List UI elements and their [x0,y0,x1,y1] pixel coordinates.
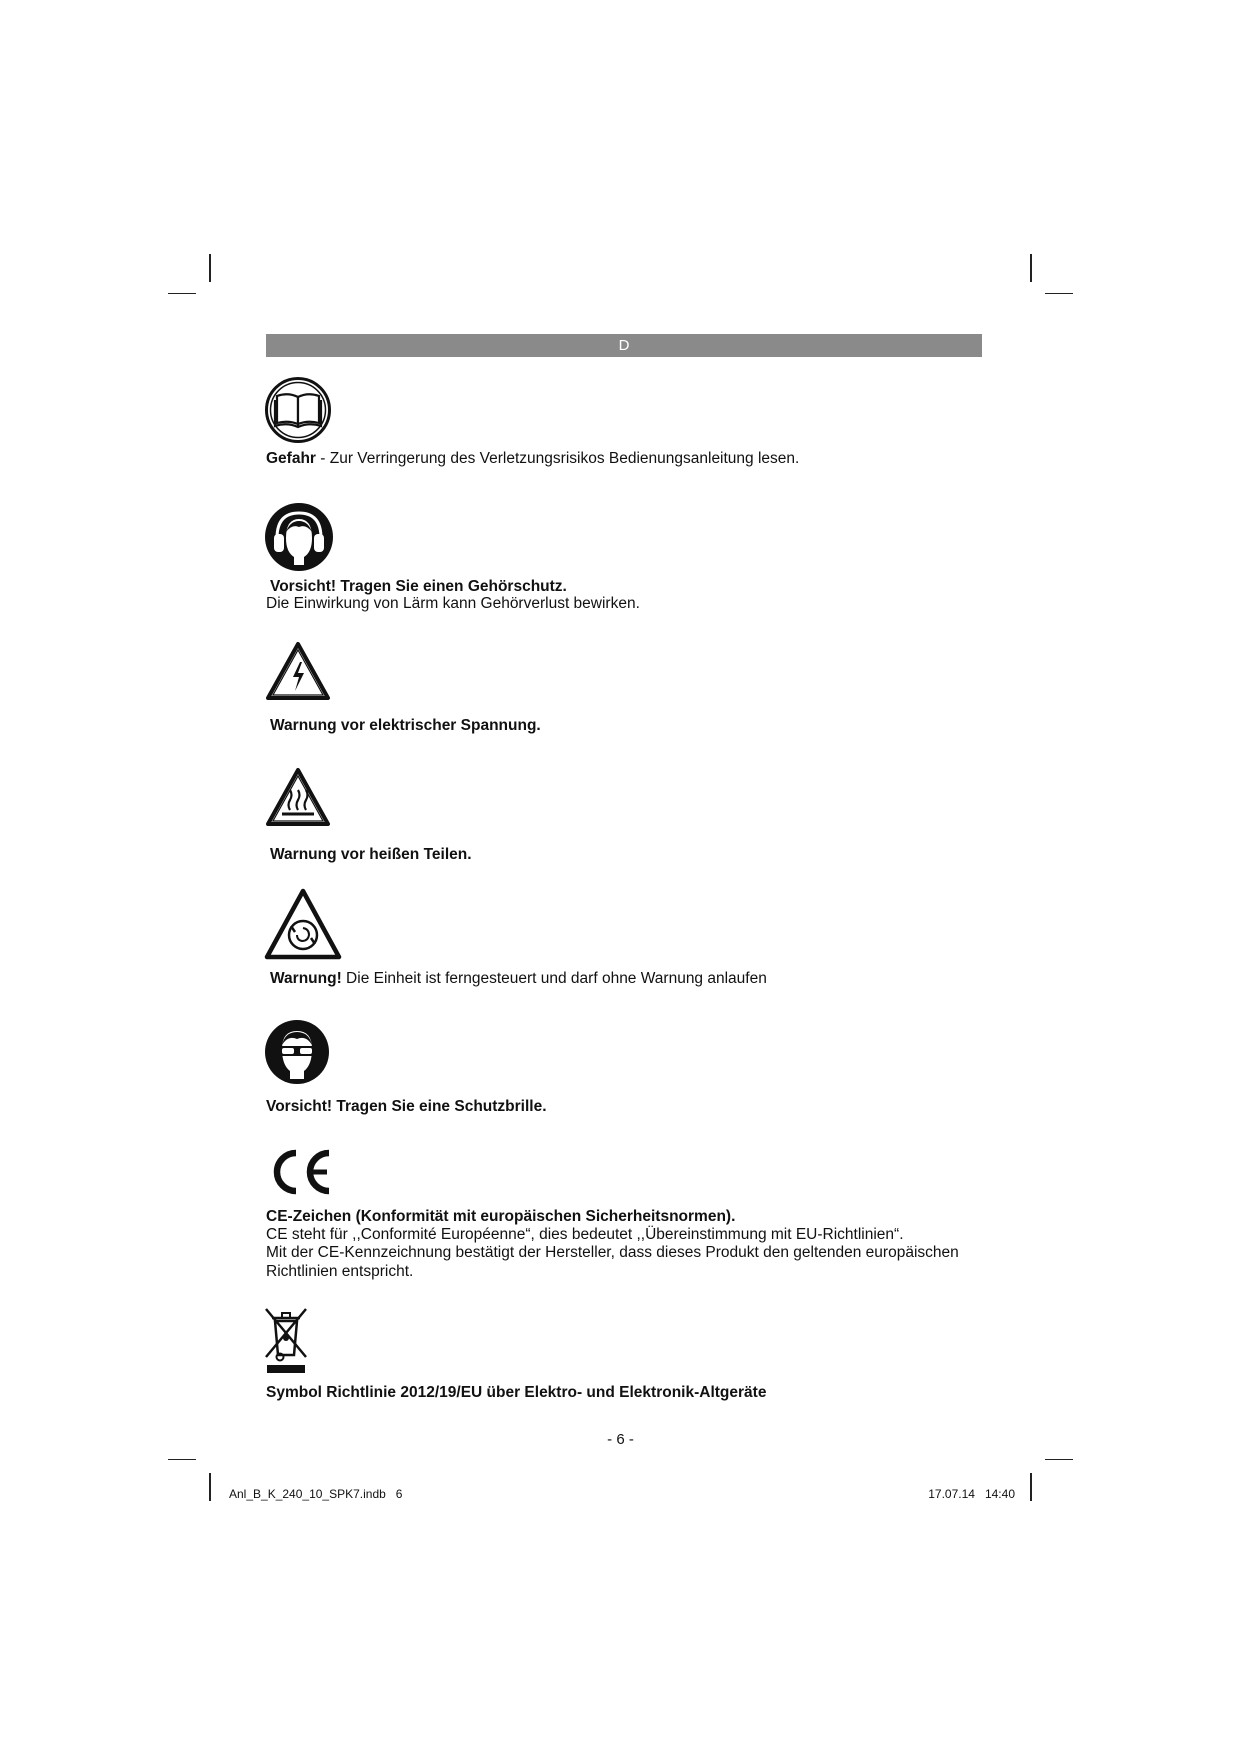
section-ce-mark-line: Mit der CE-Kennzeichnung bestätigt der Hersteller, dass dieses Produkt den geltenden europäischen [266,1244,959,1261]
file-name: Anl_B_K_240_10_SPK7.indb 6 [229,1487,403,1501]
hot-surface-warning-icon [264,766,332,830]
read-manual-icon [264,376,332,444]
page-number: - 6 - [607,1431,634,1448]
section-ce-mark-line: Richtlinien entspricht. [266,1263,414,1280]
crop-mark [209,254,211,282]
section-hearing-protection-text: Die Einwirkung von Lärm kann Gehörverlust bewirken. [266,595,640,612]
weee-crossed-bin-icon [262,1305,310,1375]
section-electric-voltage-text: Warnung vor elektrischer Spannung. [270,717,541,734]
crop-mark [168,293,196,294]
language-label: D [618,337,630,354]
crop-mark [168,1459,196,1460]
crop-mark [1030,254,1032,282]
remote-start-warning-icon [264,888,342,962]
crop-mark [1045,1459,1073,1460]
hearing-protection-icon [264,502,334,572]
section-hearing-protection-title: Vorsicht! Tragen Sie einen Gehörschutz. [270,578,567,595]
safety-goggles-icon [264,1019,330,1085]
section-remote-start-text: Warnung! Die Einheit ist ferngesteuert und darf ohne Warnung anlaufen [270,970,767,987]
crop-mark [209,1473,211,1501]
section-hot-surface-text: Warnung vor heißen Teilen. [270,846,472,863]
print-timestamp: 17.07.14 14:40 [928,1487,1015,1501]
section-ce-mark-line: CE steht für ,,Conformité Européenne“, dies bedeutet ,,Übereinstimmung mit EU-Richtlinien“. [266,1226,904,1243]
crop-mark [1030,1473,1032,1501]
section-safety-goggles-text: Vorsicht! Tragen Sie eine Schutzbrille. [266,1098,547,1115]
crop-mark [1045,293,1073,294]
section-read-manual-text: Gefahr - Zur Verringerung des Verletzungsrisikos Bedienungsanleitung lesen. [266,450,800,467]
section-ce-mark-title: CE-Zeichen (Konformität mit europäischen Sicherheitsnormen). [266,1208,736,1225]
language-header-bar [266,334,982,357]
ce-mark-icon [264,1146,336,1198]
electric-voltage-warning-icon [264,640,332,704]
section-weee-text: Symbol Richtlinie 2012/19/EU über Elektro- und Elektronik-Altgeräte [266,1384,767,1401]
